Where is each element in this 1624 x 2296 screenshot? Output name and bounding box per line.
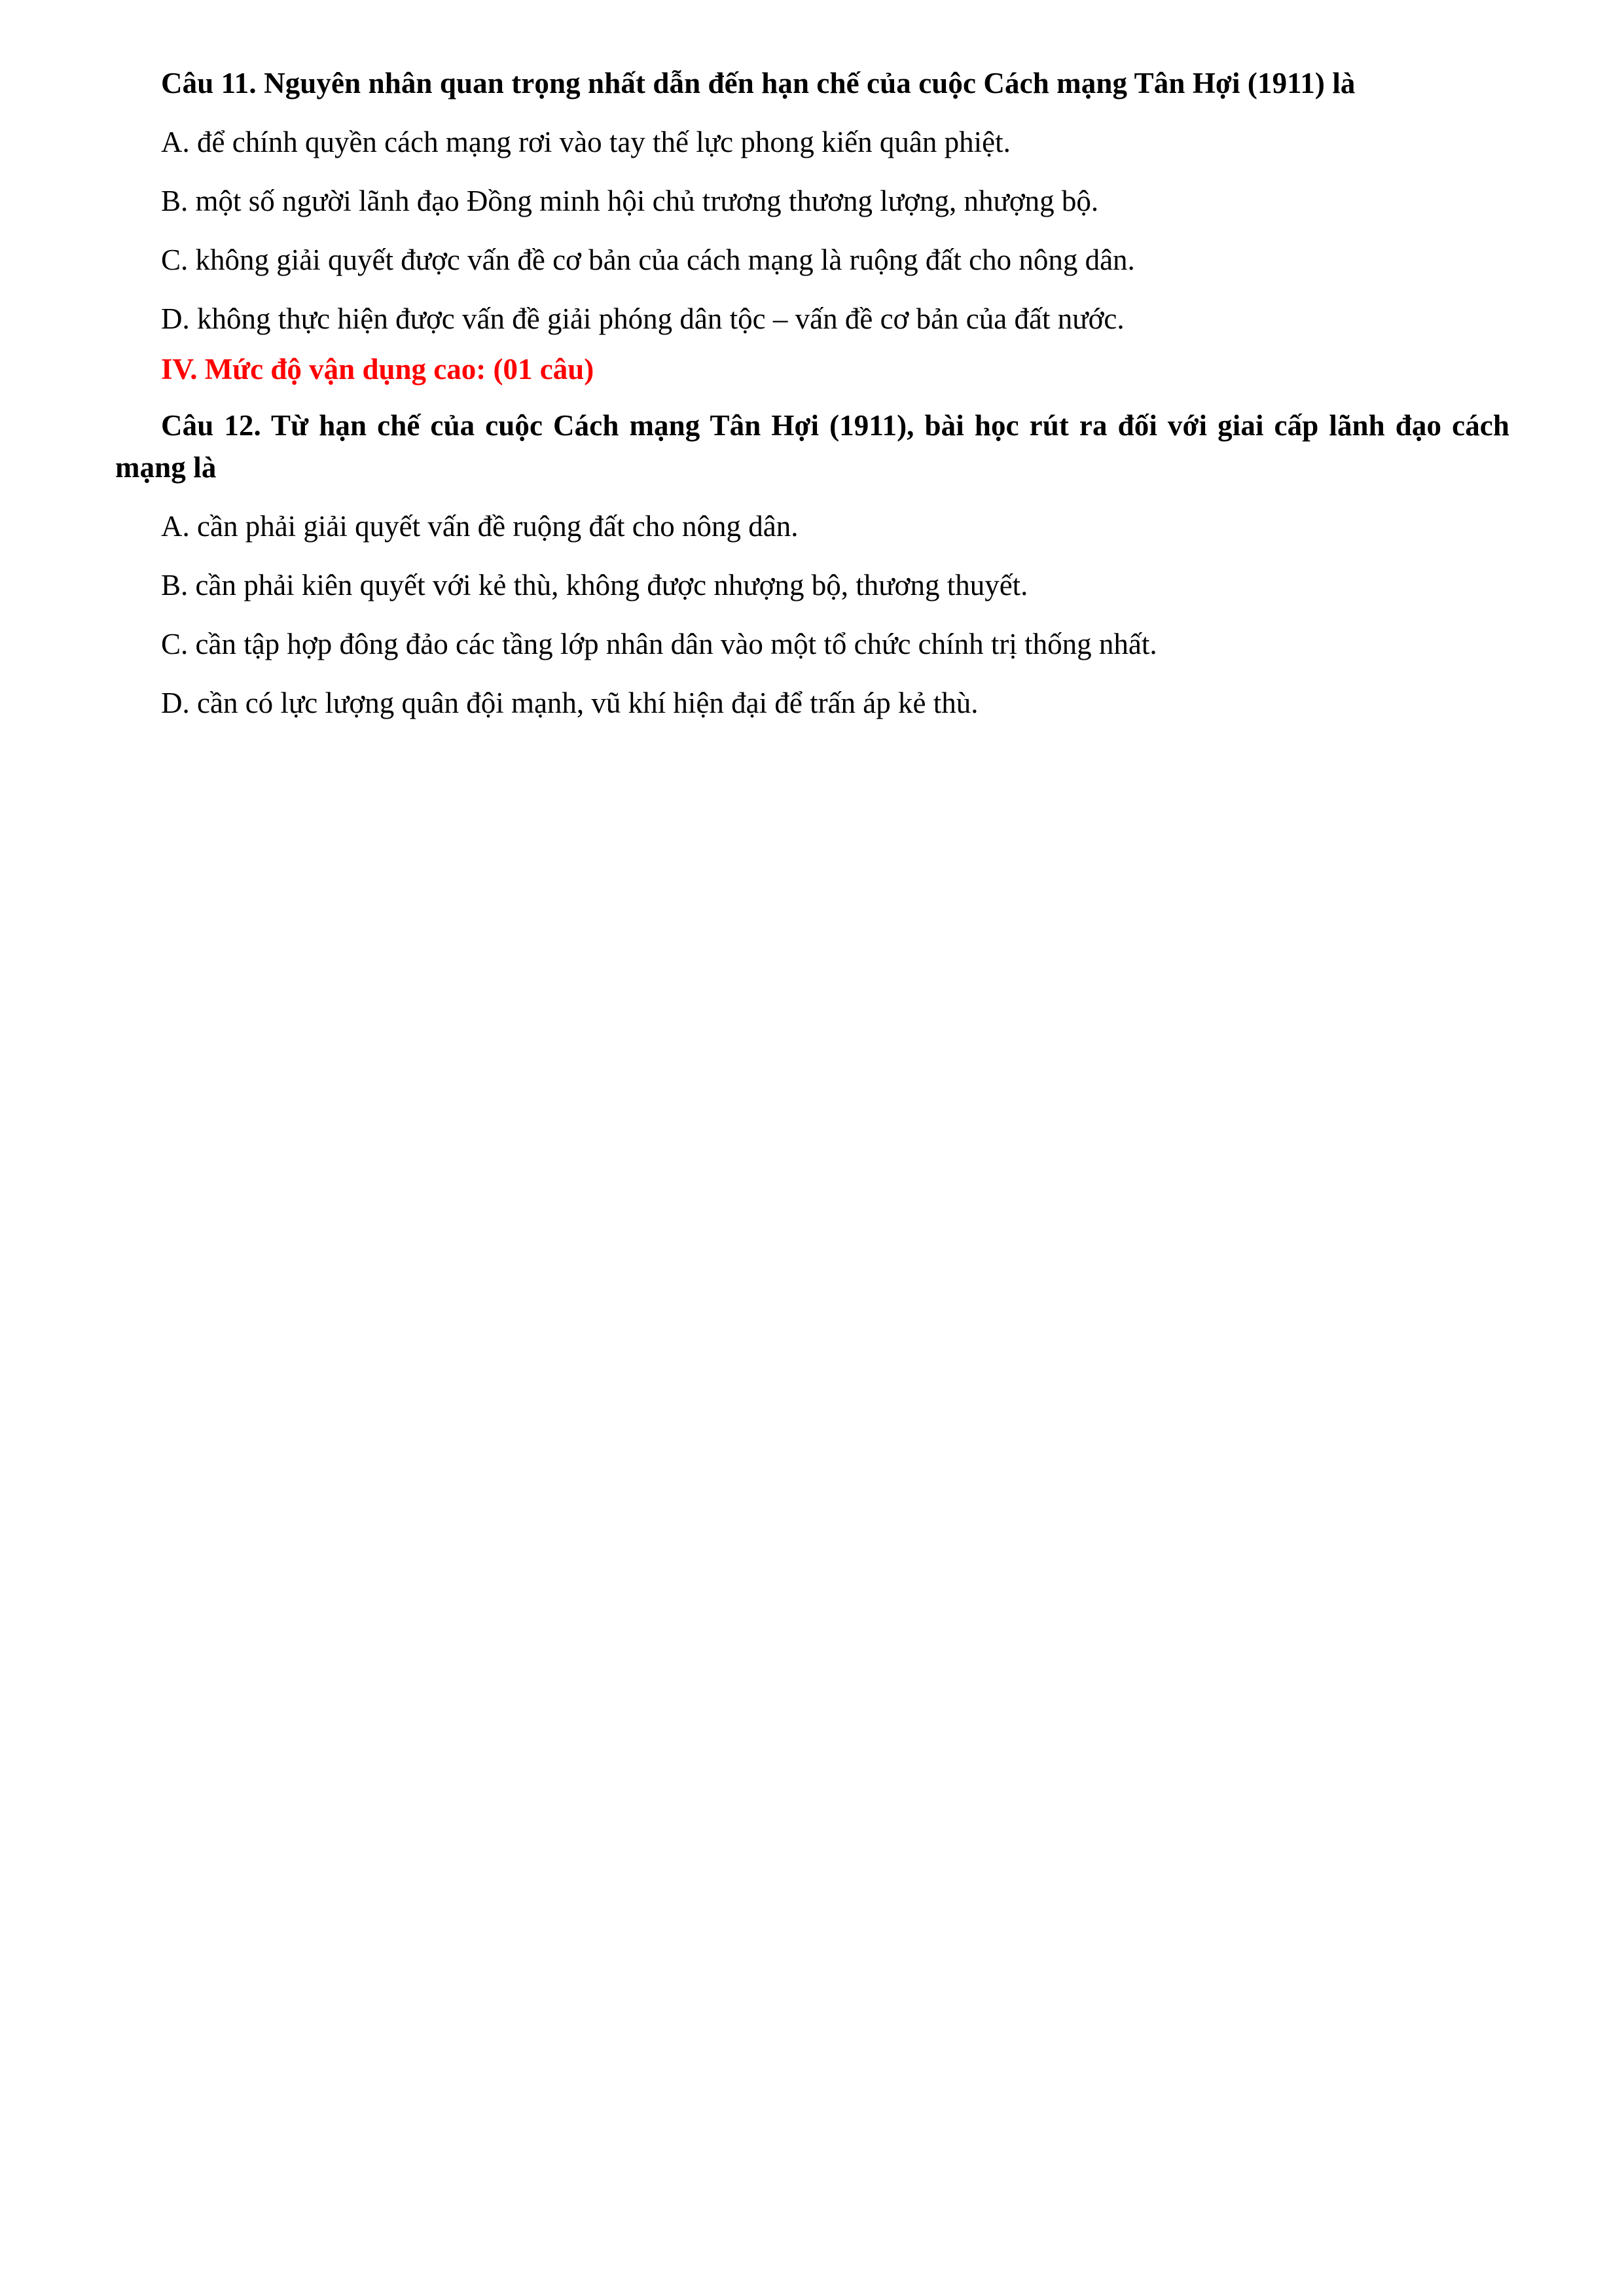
question-11-option-d: D. không thực hiện được vấn đề giải phóng dân tộc – vấn đề cơ bản của đất nước. — [161, 302, 1125, 335]
question-11-heading: Câu 11. Nguyên nhân quan trọng nhất dẫn đến hạn chế của cuộc Cách mạng Tân Hợi (1911) là — [161, 67, 1356, 99]
question-11-option-b: B. một số người lãnh đạo Đồng minh hội chủ trương thương lượng, nhượng bộ. — [161, 184, 1099, 217]
question-12-option-a: A. cần phải giải quyết vấn đề ruộng đất cho nông dân. — [161, 510, 799, 543]
question-12-option-d: D. cần có lực lượng quân đội mạnh, vũ khí hiện đại để trấn áp kẻ thù. — [161, 686, 979, 719]
document-body — [115, 63, 1509, 725]
question-12-heading: Câu 12. Từ hạn chế của cuộc Cách mạng Tân Hợi (1911), bài học rút ra đối với giai cấp lãnh đạo cách mạng là — [115, 409, 1509, 484]
question-11-option-a: A. để chính quyền cách mạng rơi vào tay thế lực phong kiến quân phiệt. — [161, 125, 1011, 158]
section-heading-iv: IV. Mức độ vận dụng cao: (01 câu) — [161, 353, 594, 386]
question-12-option-c: C. cần tập hợp đông đảo các tầng lớp nhân dân vào một tổ chức chính trị thống nhất. — [161, 627, 1157, 660]
question-12-option-b: B. cần phải kiên quyết với kẻ thù, không được nhượng bộ, thương thuyết. — [161, 569, 1028, 602]
question-11-option-c: C. không giải quyết được vấn đề cơ bản của cách mạng là ruộng đất cho nông dân. — [161, 243, 1135, 276]
